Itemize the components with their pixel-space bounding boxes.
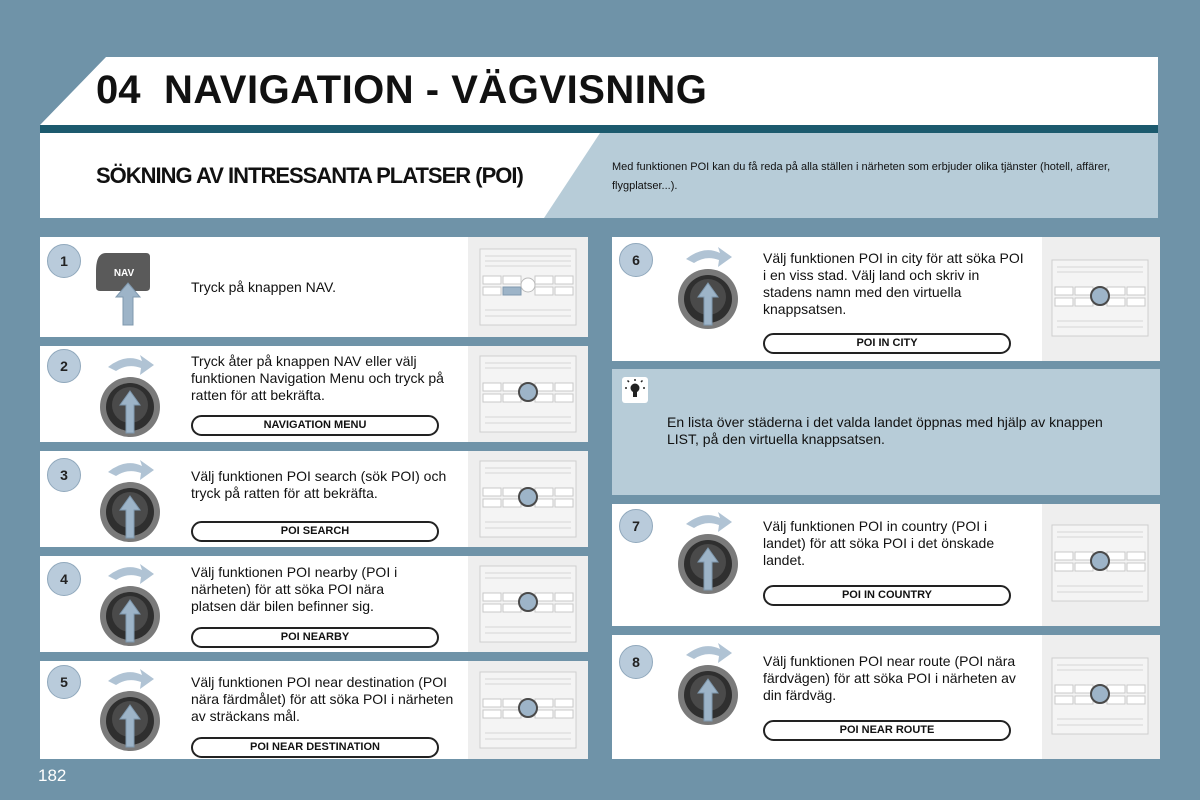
tip-panel: [612, 369, 1160, 495]
step-5-panel: [40, 661, 588, 759]
radio-console-icon: [1051, 259, 1149, 337]
radio-console-icon: [479, 565, 577, 643]
step-2-panel: [40, 346, 588, 442]
rotary-knob-icon: [98, 558, 162, 648]
radio-console-icon: [1051, 657, 1149, 735]
step-number-badge: 8: [619, 645, 653, 679]
menu-label-pill: POI NEAR DESTINATION: [191, 737, 439, 758]
step-text: Välj funktionen POI search (sök POI) och tryck på ratten för att bekräfta.: [191, 468, 447, 501]
chapter-number: 04: [96, 68, 141, 112]
tip-text: En lista över städerna i det valda landet öppnas med hjälp av knappen LIST, på den virtuella knappsatsen.: [667, 414, 1103, 447]
step-3-panel: [40, 451, 588, 547]
rotary-knob-icon: [676, 637, 740, 727]
radio-console-icon: [479, 355, 577, 433]
step-number-badge: 1: [47, 244, 81, 278]
step-4-panel: [40, 556, 588, 652]
radio-console-icon: [479, 460, 577, 538]
menu-label-pill: POI SEARCH: [191, 521, 439, 542]
rotary-knob-icon: [676, 506, 740, 596]
step-text: Välj funktionen POI in city för att söka POI i en viss stad. Välj land och skriv in stadens namn med den virtuella knappsatsen.: [763, 250, 1024, 317]
nav-button-icon: [94, 251, 154, 327]
step-number-badge: 7: [619, 509, 653, 543]
nav-button-label: NAV: [113, 268, 135, 279]
intro-text: Med funktionen POI kan du få reda på alla ställen i närheten som erbjuder olika tjänster (hotell, affärer, flygplatser...).: [612, 161, 1111, 192]
menu-label-pill: POI NEAR ROUTE: [763, 720, 1011, 741]
radio-console-icon: [479, 671, 577, 749]
radio-console-icon: [479, 248, 577, 326]
rotary-knob-icon: [98, 349, 162, 439]
menu-label-pill: POI NEARBY: [191, 627, 439, 648]
page-number: 182: [38, 766, 67, 785]
step-text: Tryck åter på knappen NAV eller välj funktionen Navigation Menu och tryck på ratten för att bekräfta.: [191, 353, 444, 403]
rotary-knob-icon: [98, 454, 162, 544]
step-number-badge: 3: [47, 458, 81, 492]
step-number-badge: 2: [47, 349, 81, 383]
step-number-badge: 4: [47, 562, 81, 596]
radio-console-icon: [1051, 524, 1149, 602]
step-text: Välj funktionen POI nearby (POI i närheten) för att söka POI nära platsen där bilen befinner sig.: [191, 564, 398, 614]
step-number-badge: 6: [619, 243, 653, 277]
menu-label-pill: POI IN COUNTRY: [763, 585, 1011, 606]
lightbulb-icon: [622, 377, 648, 403]
page-title: NAVIGATION - VÄGVISNING: [164, 68, 708, 112]
step-text: Välj funktionen POI near route (POI nära färdvägen) för att söka POI i närheten av din färdväg.: [763, 653, 1016, 703]
step-text: Tryck på knappen NAV.: [191, 279, 337, 295]
step-number-badge: 5: [47, 665, 81, 699]
menu-label-pill: POI IN CITY: [763, 333, 1011, 354]
rotary-knob-icon: [98, 663, 162, 753]
step-1-panel: [40, 237, 588, 337]
step-7-panel: [612, 504, 1160, 626]
step-6-panel: [612, 237, 1160, 361]
section-title: SÖKNING AV INTRESSANTA PLATSER (POI): [96, 163, 523, 188]
rotary-knob-icon: [676, 241, 740, 331]
header-stripe: [40, 125, 1158, 133]
step-text: Välj funktionen POI in country (POI i landet) för att söka POI i det önskade landet.: [763, 518, 995, 568]
menu-label-pill: NAVIGATION MENU: [191, 415, 439, 436]
step-8-panel: [612, 635, 1160, 759]
step-text: Välj funktionen POI near destination (POI nära färdmålet) för att söka POI i närheten av sträckans mål.: [191, 674, 454, 724]
